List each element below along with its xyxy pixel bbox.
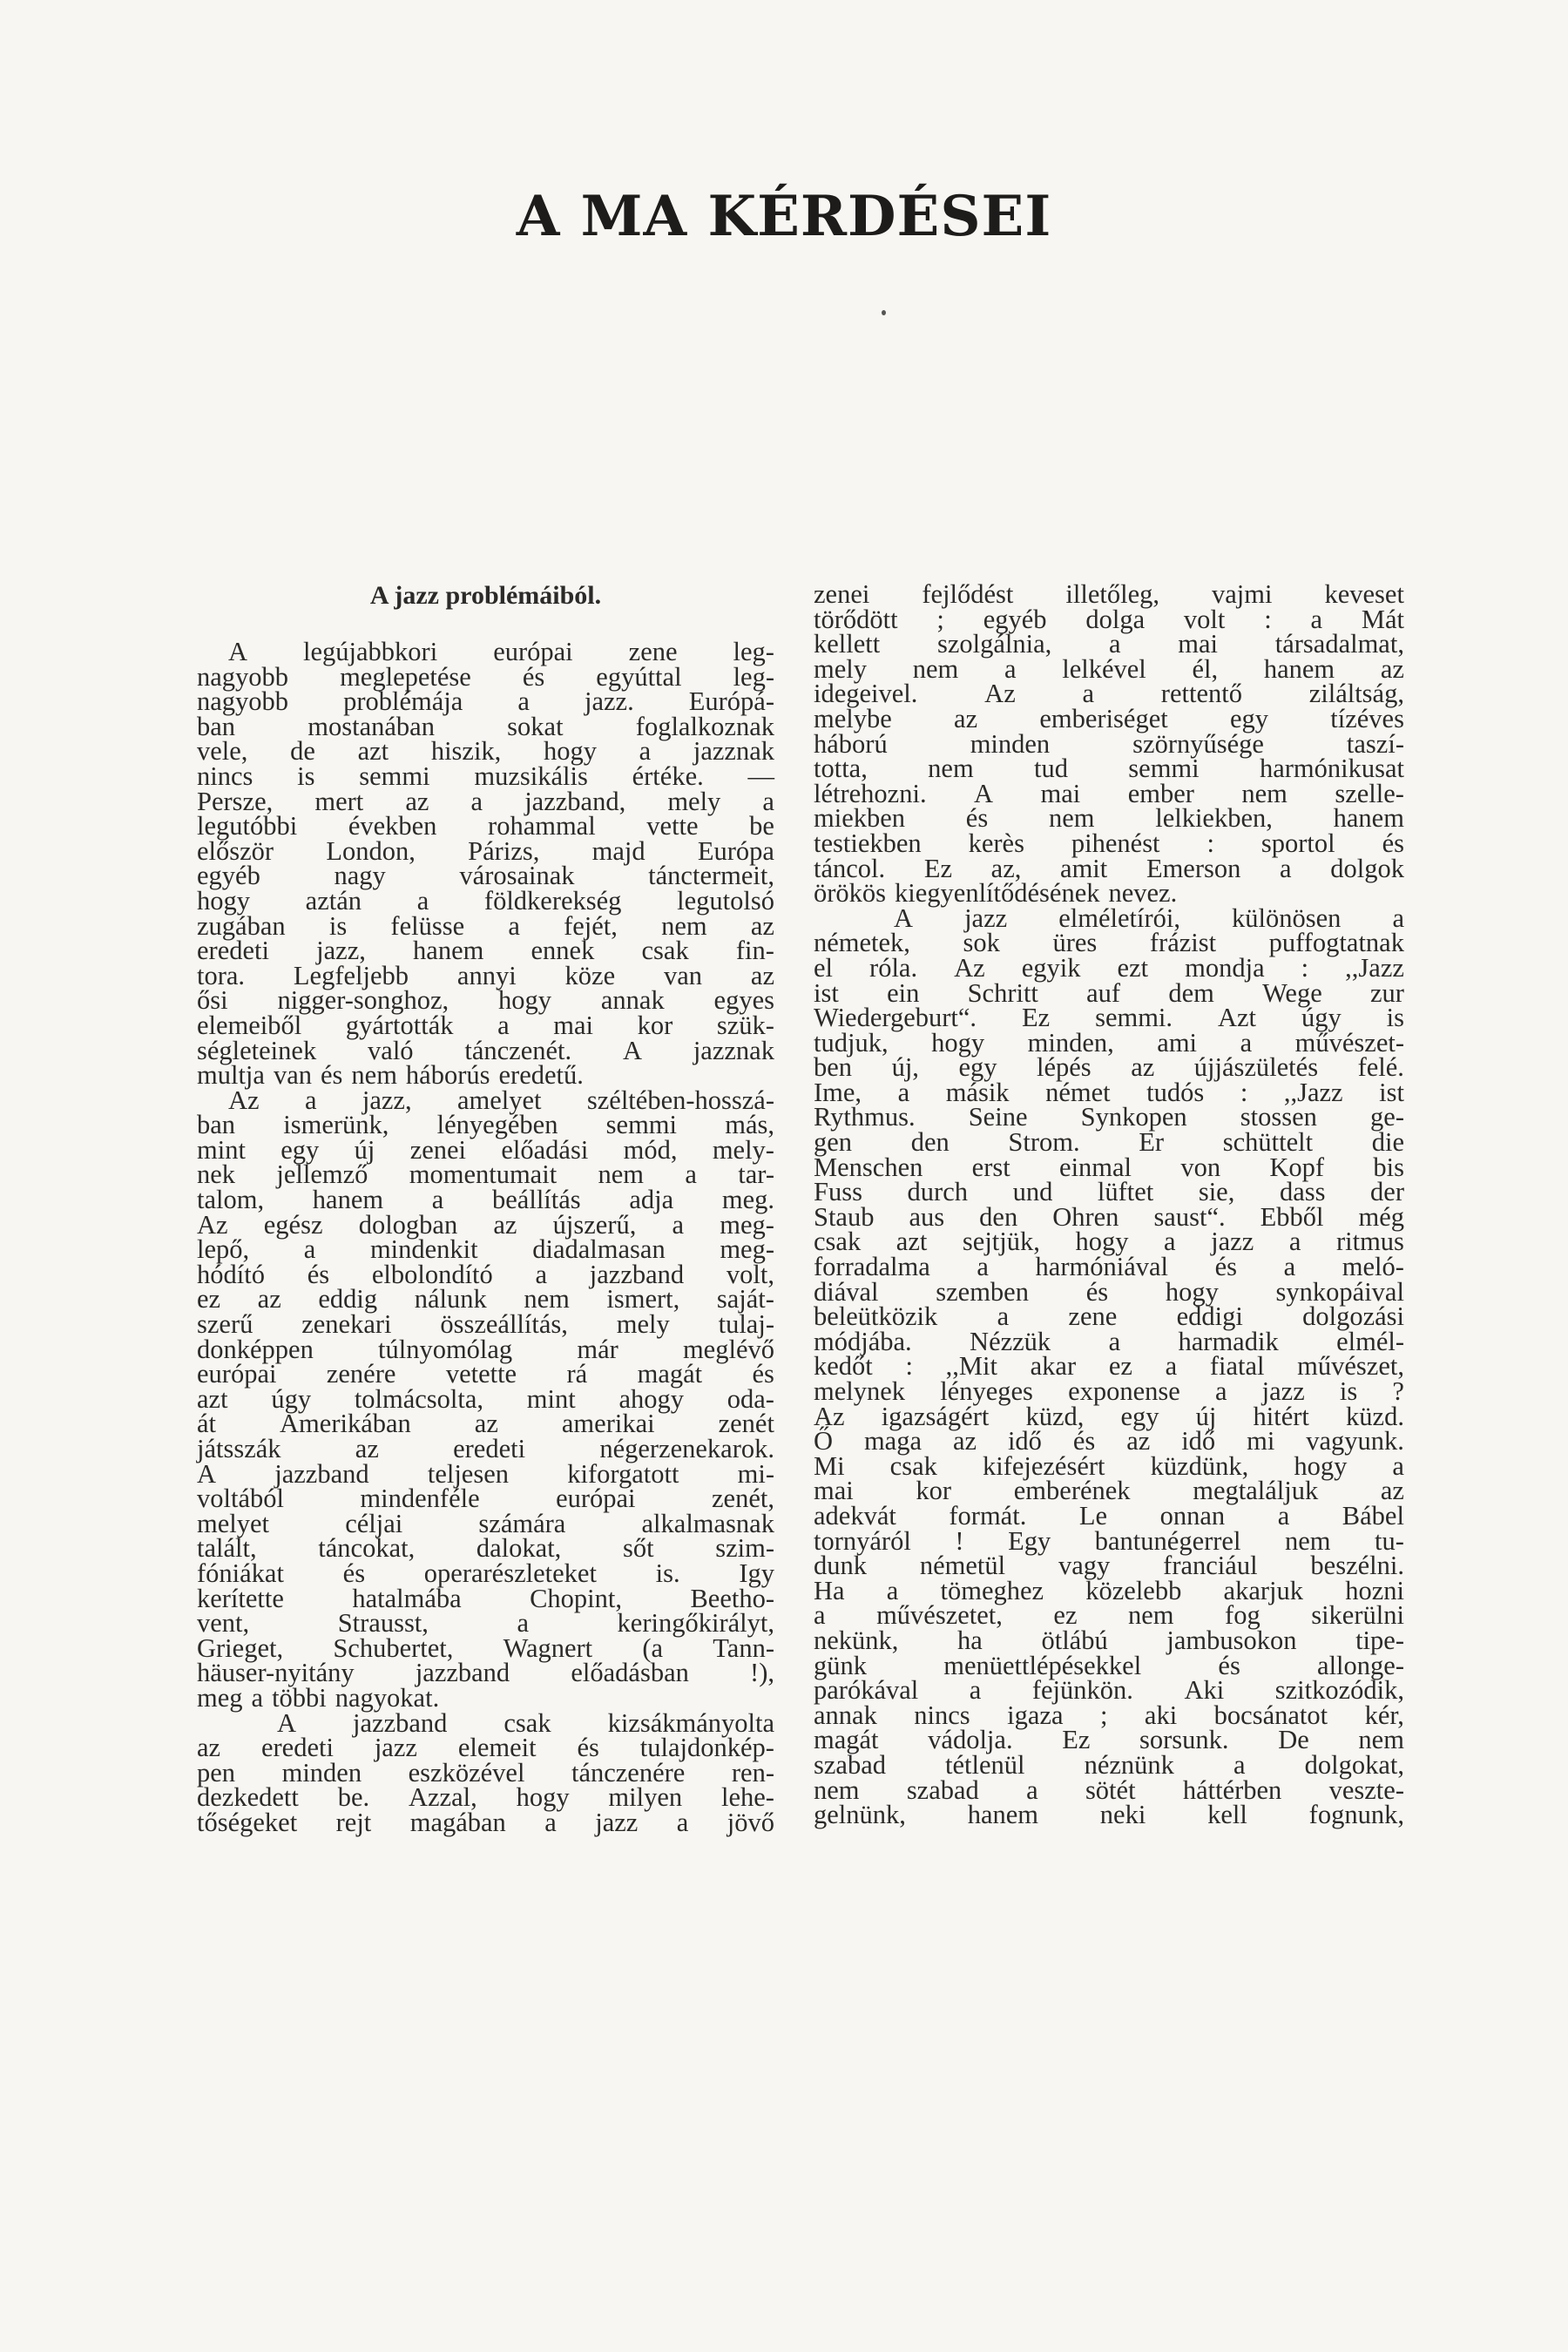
text-line: szerű zenekari összeállítás, mely tulaj- [197, 1309, 774, 1340]
text-line: Az egész dologban az újszerű, a meg- [197, 1209, 774, 1240]
text-line: nem szabad a sötét háttérben veszte- [814, 1774, 1404, 1805]
text-line: adekvát formát. Le onnan a Bábel [814, 1500, 1404, 1531]
text-line: totta, nem tud semmi harmónikusat [814, 754, 1404, 784]
text-line: Az igazságért küzd, egy új hitért küzd. [814, 1401, 1404, 1431]
text-line: hogy aztán a földkerekség legutolsó [197, 885, 774, 916]
text-line: Grieget, Schubertet, Wagnert (a Tann- [197, 1632, 774, 1663]
text-line: először London, Párizs, majd Európa [197, 835, 774, 866]
text-line: Wiedergeburt“. Ez semmi. Azt úgy is [814, 1003, 1404, 1033]
text-line: lepő, a mindenkit diadalmasan meg- [197, 1234, 774, 1265]
text-line: Ime, a másik német tudós : ,,Jazz ist [814, 1077, 1404, 1107]
text-line: fóniákat és operarészleteket is. Igy [197, 1558, 774, 1588]
text-line: Az a jazz, amelyet széltében-hosszá- [228, 1085, 774, 1115]
text-line: meg a többi nagyokat. [197, 1682, 440, 1713]
article-subheading: A jazz problémáiból. [369, 581, 602, 610]
text-line: Persze, mert az a jazzband, mely a [197, 786, 774, 816]
text-line: mint egy új zenei előadási mód, mely- [197, 1134, 774, 1165]
text-line: A jazzband teljesen kiforgatott mi- [197, 1458, 774, 1489]
text-line: ban mostanában sokat foglalkoznak [197, 711, 774, 741]
text-line: ségleteinek való tánczenét. A jazznak [197, 1035, 774, 1065]
text-line: parókával a fejünkön. Aki szitkozódik, [814, 1675, 1404, 1706]
text-line: tornyáról ! Egy bantunégerrel nem tu- [814, 1525, 1404, 1556]
right-column-text [814, 579, 1404, 1830]
text-line: diával szemben és hogy synkopáival [814, 1276, 1404, 1307]
text-line: európai zenére vetette rá magát és [197, 1359, 774, 1389]
text-line: vele, de azt hiszik, hogy a jazznak [197, 736, 774, 767]
text-line: tudjuk, hogy minden, ami a művészet- [814, 1027, 1404, 1058]
page-title: A MA KÉRDÉSEI [516, 183, 1052, 249]
text-line: nagyobb meglepetése és egyúttal leg- [197, 661, 774, 692]
text-line: magát vádolja. Ez sorsunk. De nem [814, 1725, 1404, 1755]
text-line: testiekben kerès pihenést : sportol és [814, 828, 1404, 858]
text-line: ez az eddig nálunk nem ismert, saját- [197, 1284, 774, 1315]
text-line: mai kor emberének megtaláljuk az [814, 1476, 1404, 1506]
text-line: Fuss durch und lüftet sie, dass der [814, 1177, 1404, 1207]
text-line: nekünk, ha ötlábú jambusokon tipe- [814, 1625, 1404, 1655]
text-line: voltából mindenféle európai zenét, [197, 1484, 774, 1514]
text-line: el róla. Az egyik ezt mondja : ,,Jazz [814, 952, 1404, 983]
text-line: A legújabbkori európai zene leg- [228, 637, 774, 666]
text-line: törődött ; egyéb dolga volt : a Mát [814, 604, 1404, 634]
text-line: annak nincs igaza ; aki bocsánatot kér, [814, 1700, 1404, 1730]
text-line: gen den Strom. Er schüttelt die [814, 1127, 1404, 1158]
text-line: multja van és nem háborús eredetű. [197, 1060, 584, 1091]
text-line: Mi csak kifejezésért küzdünk, hogy a [814, 1450, 1404, 1481]
text-line: gelnünk, hanem neki kell fognunk, [814, 1800, 1404, 1830]
text-line: häuser-nyitány jazzband előadásban !), [197, 1658, 774, 1688]
article-column-left [197, 582, 774, 1835]
text-line: Ha a tömeghez közelebb akarjuk hozni [814, 1575, 1404, 1605]
text-line: kedőt : ,,Mit akar ez a fiatal művészet, [814, 1351, 1404, 1382]
text-line: ban ismerünk, lényegében semmi más, [197, 1110, 774, 1140]
text-line: A jazz elméletírói, különösen a [894, 902, 1404, 933]
text-line: tora. Legfeljebb annyi köze van az [197, 960, 774, 990]
text-line: melyet céljai számára alkalmasnak [197, 1508, 774, 1538]
text-line: dunk németül vagy franciául beszélni. [814, 1551, 1404, 1581]
text-line: háború minden szörnyűsége taszí- [814, 728, 1404, 759]
text-line: játsszák az eredeti négerzenekarok. [197, 1434, 774, 1463]
text-line: létrehozni. A mai ember nem szelle- [814, 778, 1404, 808]
text-line: szabad tétlenül néznünk a dolgokat, [814, 1749, 1404, 1780]
text-line: táncol. Ez az, amit Emerson a dolgok [814, 853, 1404, 883]
text-line: forradalma a harmóniával és a meló- [814, 1252, 1404, 1282]
text-line: kellett szolgálnia, a mai társadalmat, [814, 629, 1404, 659]
text-line: talált, táncokat, dalokat, sőt szim- [197, 1533, 774, 1564]
text-line: beleütközik a zene eddigi dolgozási [814, 1301, 1404, 1332]
text-line: azt úgy tolmácsolta, mint ahogy oda- [197, 1383, 774, 1414]
text-line: ben új, egy lépés az újjászületés felé. [814, 1052, 1404, 1083]
text-line: donképpen túlnyomólag már meglévő [197, 1334, 774, 1364]
text-line: nek jellemző momentumait nem a tar- [197, 1159, 774, 1190]
text-line: pen minden eszközével tánczenére ren- [197, 1757, 774, 1788]
text-line: a művészetet, ez nem fog sikerülni [814, 1600, 1404, 1631]
text-line: mely nem a lelkével él, hanem az [814, 653, 1404, 684]
text-line: csak azt sejtjük, hogy a jazz a ritmus [814, 1227, 1404, 1257]
print-speck [882, 310, 886, 315]
text-line: nagyobb problémája a jazz. Európá- [197, 686, 774, 717]
text-line: A jazzband csak kizsákmányolta [277, 1707, 774, 1738]
text-line: miekben és nem lelkiekben, hanem [814, 803, 1404, 834]
text-line: melynek lényeges exponense a jazz is ? [814, 1376, 1404, 1406]
left-column-text [197, 639, 774, 1835]
text-line: Staub aus den Ohren saust“. Ebből még [814, 1201, 1404, 1232]
text-line: zugában is felüsse a fejét, nem az [197, 910, 774, 941]
text-line: Ő maga az idő és az idő mi vagyunk. [814, 1426, 1404, 1456]
text-line: az eredeti jazz elemeit és tulajdonkép- [197, 1733, 774, 1763]
article-column-right [814, 579, 1404, 1830]
text-line: eredeti jazz, hanem ennek csak fin- [197, 936, 774, 966]
text-line: tőségeket rejt magában a jazz a jövő [197, 1807, 774, 1837]
text-line: legutóbbi években rohammal vette be [197, 811, 774, 841]
text-line: zenei fejlődést illetőleg, vajmi keveset [814, 579, 1404, 609]
text-line: günk menüettlépésekkel és allonge- [814, 1650, 1404, 1680]
text-line: módjába. Nézzük a harmadik elmél- [814, 1326, 1404, 1356]
text-line: hódító és elbolondító a jazzband volt, [197, 1259, 774, 1289]
text-line: elemeiből gyártották a mai kor szük- [197, 1010, 774, 1040]
text-line: ősi nigger-songhoz, hogy annak egyes [197, 985, 774, 1016]
text-line: ist ein Schritt auf dem Wege zur [814, 977, 1404, 1008]
text-line: kerítette hatalmába Chopint, Beetho- [197, 1583, 774, 1613]
text-line: örökös kiegyenlítődésének nevez. [814, 878, 1178, 909]
text-line: Rythmus. Seine Synkopen stossen ge- [814, 1102, 1404, 1132]
text-line: idegeivel. Az a rettentő ziláltság, [814, 679, 1404, 709]
text-line: talom, hanem a beállítás adja meg. [197, 1185, 774, 1215]
text-line: át Amerikában az amerikai zenét [197, 1409, 774, 1439]
text-line: nincs is semmi muzsikális értéke. — [197, 760, 774, 791]
text-line: melybe az emberiséget egy tízéves [814, 703, 1404, 733]
text-line: németek, sok üres frázist puffogtatnak [814, 928, 1404, 958]
text-line: vent, Strausst, a keringőkirályt, [197, 1608, 774, 1639]
text-line: Menschen erst einmal von Kopf bis [814, 1152, 1404, 1182]
text-line: dezkedett be. Azzal, hogy milyen lehe- [197, 1782, 774, 1813]
text-line: egyéb nagy városainak tánctermeit, [197, 861, 774, 891]
